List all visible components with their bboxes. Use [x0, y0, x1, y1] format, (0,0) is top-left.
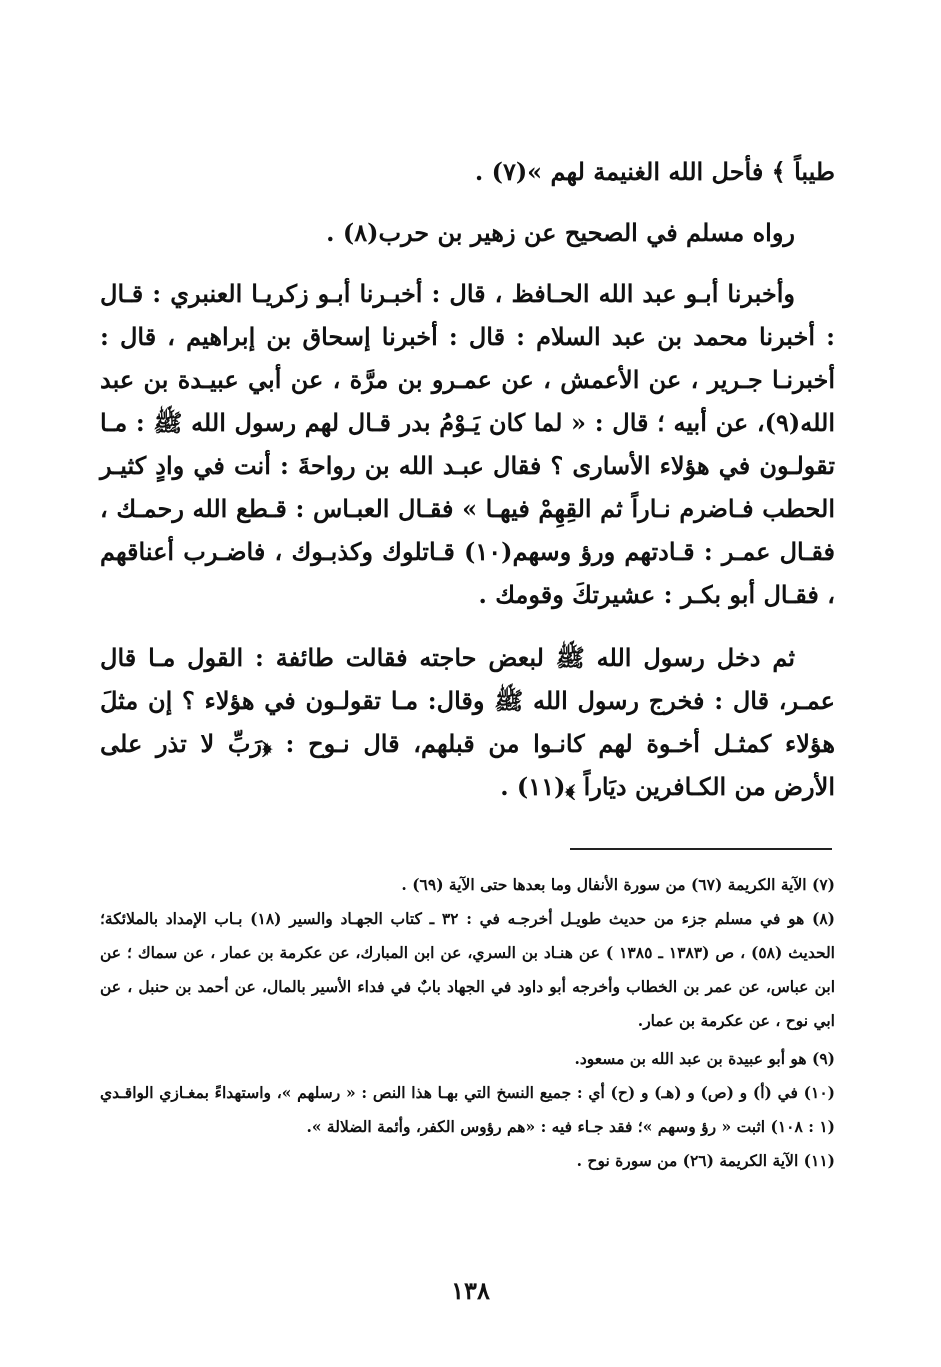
- text-line-continuation: طيباً ﴾ فأحل الله الغنيمة لهم »(٧) .: [474, 157, 835, 186]
- footnote-8: (٨) هو في مسلم جزء من حديث طويـل أخرجـه في : ٣٢ ـ كتاب الجهـاد والسير (١٨) بـاب الإمداد بالملائكة؛ الحديث (٥٨) ، ص (١٣٨٣ ـ ١٣٨٥ ) عن هنـاد بن السري، عن ابن المبارك، عن عكرمة بن عمار ، عن سماك ؛ عن ابن عباس، عن عمر بن الخطاب وأخرجه أبو داود في الجهاد بابٌ في فداء الأسير بالمال، عن أحمد بن حنبل ، عن ابي نوح ، عن عكرمة بن عمار.: [100, 909, 835, 1030]
- footnote-7: (٧) الآية الكريمة (٦٧) من سورة الأنفال وما بعدها حتى الآية (٦٩) .: [401, 875, 835, 894]
- main-text: [100, 150, 835, 808]
- footnote-10: (١٠) في (أ) و (ص) و (هـ) و (ح) أي : جميع النسخ التي بهـا هذا النص : « رسلهم »، واستهداءً بمغـازي الواقـدي (١ : ١٠٨) اثبت « رؤ وسهم »؛ فقد جـاء فيه : «هم رؤوس الكفر، وأئمة الضلالة ».: [100, 1083, 835, 1136]
- page-number: ١٣٨: [451, 1276, 490, 1305]
- paragraph-continuation: ثم دخل رسول الله ﷺ لبعض حاجته فقالت طائفة : القول مـا قال عمـر، قال : فخرج رسول الله ﷺ وقال: مـا تقولـون في هؤلاء ؟ إن مثلَ هؤلاء كمثـل أخـوة لهم كانـوا من قبلهم، قال نـوح : ﴿رَبِّ لا تذر على الأرض من الكـافرين ديَاراً ﴾(١١) .: [100, 643, 835, 801]
- footnote-divider: [570, 848, 832, 850]
- footnote-11: (١١) الآية الكريمة (٢٦) من سورة نوح .: [576, 1151, 835, 1170]
- text-line-narration: رواه مسلم في الصحيح عن زهير بن حرب(٨) .: [326, 218, 795, 247]
- footnotes: [100, 868, 835, 1178]
- footnote-9: (٩) هو أبو عبيدة بن عبد الله بن مسعود.: [574, 1049, 835, 1068]
- paragraph-hadith: وأخبرنا أبـو عبد الله الحـافظ ، قال : أخبـرنا أبـو زكريـا العنبري : قـال : أخبرنا محمد بن عبد السلام : قال : أخبرنا إسحاق بن إبراهيم ، قال : أخبرنـا جـرير ، عن الأعمش ، عن عمـرو بن مرَّة ، عن أبي عبيـدة بن عبد الله(٩)، عن أبيه ؛ قال : « لما كان يَـوْمُ بدر قـال لهم رسول الله ﷺ : مـا تقولـون في هؤلاء الأسارى ؟ فقال عبـد الله بن رواحةَ : أنت في وادٍ كثيـر الحطب فـاضرم نـاراً ثم القِهِمْ فيهـا » فقـال العبـاس : قـطع الله رحمـك ، فقـال عمـر : قـادتهم ورؤ وسهم(١٠) قـاتلوك وكذبـوك ، فاضـرب أعناقهم ، فقـال أبو بكـر : عشيرتكَ وقومك .: [100, 279, 836, 609]
